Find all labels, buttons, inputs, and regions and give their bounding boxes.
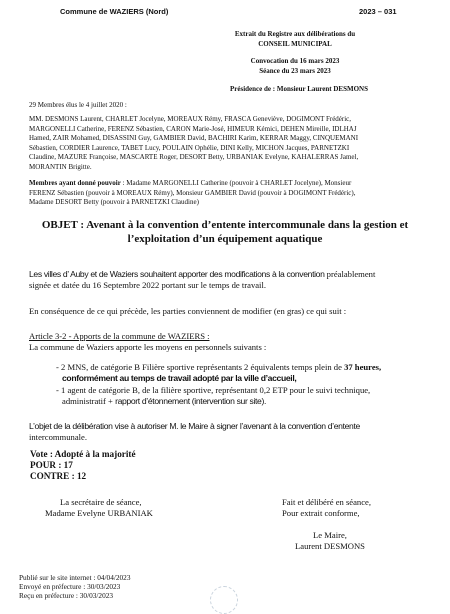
- vote-block: [30, 449, 136, 483]
- done-line-1: Fait et délibéré en séance,: [282, 497, 371, 507]
- intro-paragraph: [29, 269, 429, 291]
- bullet-1-line-2: conformément au temps de travail adopté par la ville d’accueil,: [62, 372, 297, 383]
- sent-date: Envoyé en préfecture : 30/03/2023: [19, 582, 121, 591]
- bullet-2-added: rapport d’étonnement (intervention sur site).: [115, 395, 267, 406]
- members-line: MM. DESMONS Laurent, CHARLET Jocelyne, MOREAUX Rémy, FRASCA Geneviève, DOGIMONT Frédéric,: [29, 115, 352, 123]
- members-count: 29 Membres élus le 4 juillet 2020 :: [29, 101, 127, 109]
- commune-name: Commune de WAZIERS (Nord): [60, 7, 169, 16]
- members-present: [29, 115, 425, 173]
- article-title: Article 3-2 - Apports de la commune de WAZIERS :: [29, 331, 210, 341]
- done-in-session: [282, 497, 371, 519]
- bullet-1-bold: 37 heures,: [344, 362, 382, 372]
- members-line: Hamed, ZAIR Mohamed, DISASSINI Guy, GAMBIER David, BACHIRI Karim, KERRAR Maggy, CINQUEMANI: [29, 134, 359, 143]
- bullet-1-line-1: [56, 362, 428, 373]
- bullet-2-text: administratif +: [62, 395, 116, 406]
- intro-line-2: signée et datée du 16 Septembre 2022 portant sur le temps de travail.: [29, 279, 266, 290]
- closing-paragraph: [29, 421, 429, 443]
- objet-line-2: l’exploitation d’un équipement aquatique: [127, 233, 323, 245]
- bullet-1-text: - 2 MNS, de catégorie B Filière sportive représentants 2 équivalents temps plein de: [56, 362, 345, 372]
- consequence-paragraph: En conséquence de ce qui précède, les parties conviennent de modifier (en gras) ce qui suit :: [29, 306, 347, 316]
- objet-line-1: OBJET : Avenant à la convention d’entente intercommunale dans la gestion et: [41, 219, 409, 231]
- members-line: Claudine, MAZURE Françoise, MASCARTE Roger, DESORT Betty, URBANIAK Evelyne, KAHALERRAS Jamel,: [29, 153, 359, 162]
- done-line-2: Pour extrait conforme,: [282, 507, 360, 518]
- closing-line-1: L’objet de la délibération vise à autoriser M. le Maire à signer l’avenant à la convention d’entente: [29, 421, 360, 431]
- published-date: Publié sur le site internet : 04/04/2023: [19, 573, 131, 582]
- seance-date: Séance du 23 mars 2023: [259, 66, 331, 75]
- mayor-signature: [270, 530, 390, 552]
- proxy-line: Madame DESORT Betty (pouvoir à PARNETZKI Claudine): [29, 198, 199, 207]
- proxy-line: FERENZ Sébastien (pouvoir à MOREAUX Rémy), Monsieur GAMBIER David (pouvoir à DOGIMONT Frédéric),: [29, 188, 356, 197]
- meeting-dates: [210, 57, 380, 76]
- secretary-signature: [45, 497, 153, 519]
- registry-title: [210, 30, 380, 49]
- registry-line-2: CONSEIL MUNICIPAL: [258, 39, 332, 48]
- proxy-text: : Madame MARGONELLI Catherine (pouvoir à CHARLET Jocelyne), Monsieur: [120, 179, 352, 187]
- proxy-line-1: [29, 179, 425, 189]
- mayor-title: Le Maire,: [313, 530, 347, 540]
- article-intro: La commune de Waziers apporte les moyens en personnels suivants :: [29, 342, 267, 352]
- objet-title: [0, 218, 450, 246]
- presidence: Présidence de : Monsieur Laurent DESMONS: [230, 85, 368, 93]
- vote-contre: CONTRE : 12: [30, 471, 87, 482]
- closing-line-2: intercommunale.: [29, 431, 87, 442]
- faint-stamp: [210, 586, 238, 614]
- members-line: MARGONELLI Catherine, FERENZ Sébastien, CARON Marie-José, HIMEUR Kémici, DEHEN Mireille, IDLHAJ: [29, 124, 357, 133]
- convocation-date: Convocation du 16 mars 2023: [250, 57, 340, 65]
- bullet-item-1: [56, 362, 428, 384]
- intro-text: préalablement: [324, 269, 376, 279]
- vote-result: Vote : Adopté à la majorité: [30, 449, 136, 459]
- deliberation-number: 2023 – 031: [359, 7, 397, 16]
- secretary-name: Madame Evelyne URBANIAK: [45, 507, 153, 518]
- proxy-members: [29, 179, 425, 208]
- intro-modified-text: Les villes d’ Auby et de Waziers souhaitent apporter des modifications à la convention: [29, 269, 325, 279]
- mayor-name: Laurent DESMONS: [295, 540, 365, 551]
- publication-footer: [19, 573, 130, 600]
- members-line: Sébastien, CORDIER Laurence, TABET Lucy, POULAIN Ophélie, DINI Kelly, MICHON Jacques, PARNETZKI: [29, 143, 350, 152]
- bullet-item-2: [56, 385, 428, 407]
- members-line: MORANTIN Brigitte.: [29, 162, 92, 171]
- bullet-2-line-2: [56, 396, 428, 407]
- intro-line-1: [29, 269, 429, 280]
- registry-line-1: Extrait du Registre aux délibérations du: [234, 30, 356, 38]
- bullet-2-line-1: - 1 agent de catégorie B, de la filière sportive, représentant 0,2 ETP pour le suivi technique,: [56, 385, 371, 395]
- vote-pour: POUR : 17: [30, 460, 73, 471]
- secretary-title: La secrétaire de séance,: [60, 497, 142, 507]
- received-date: Reçu en préfecture : 30/03/2023: [19, 591, 114, 600]
- proxy-label: Membres ayant donné pouvoir: [29, 179, 121, 187]
